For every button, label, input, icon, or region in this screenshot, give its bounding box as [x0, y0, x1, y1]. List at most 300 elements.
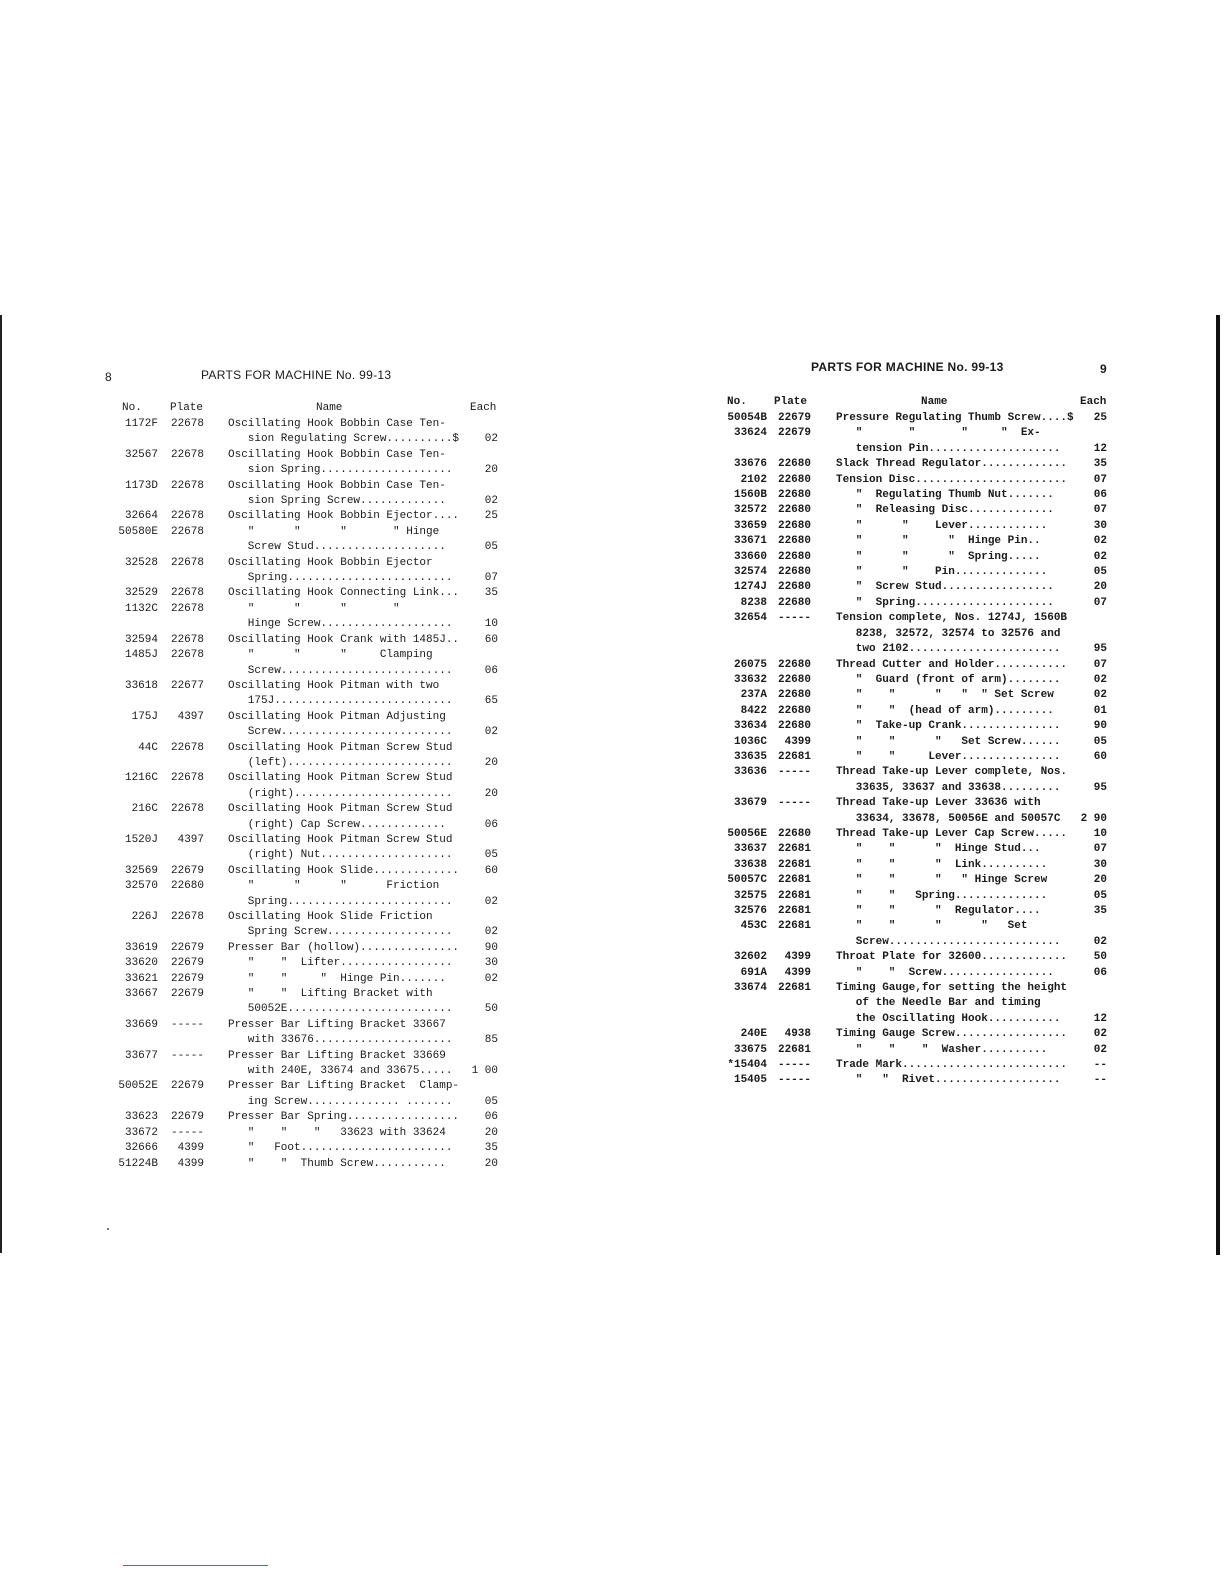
- price-each: 95: [1093, 781, 1107, 794]
- part-row: [100, 879, 510, 910]
- part-number: 33619: [124, 941, 158, 954]
- plate-number: 22678: [170, 741, 204, 754]
- plate-number: 22678: [170, 772, 204, 785]
- part-row: [100, 864, 510, 879]
- part-number: 33632: [733, 673, 767, 686]
- part-row: [100, 1018, 510, 1049]
- part-name: " " Lever...............: [836, 750, 1061, 763]
- part-row: [100, 987, 510, 1018]
- part-name: Trade Mark.........................: [836, 1059, 1068, 1072]
- part-row: [715, 426, 1115, 457]
- price-each: 07: [1093, 596, 1107, 609]
- price-each: 10: [1093, 827, 1107, 840]
- part-name: Oscillating Hook Bobbin Case Ten- sion Spring....................: [228, 448, 453, 477]
- part-number: 50057C: [727, 874, 767, 887]
- plate-number: 22678: [170, 479, 204, 492]
- price-each: 25: [1093, 412, 1107, 424]
- price-each: 85: [484, 1034, 498, 1047]
- right-page-number: 9: [1100, 362, 1107, 376]
- plate-number: 22680: [777, 473, 811, 486]
- part-number: 453C: [740, 920, 767, 933]
- plate-number: 22680: [777, 827, 811, 840]
- part-name: Oscillating Hook Bobbin Ejector Spring.........................: [228, 556, 453, 585]
- part-number: 226J: [131, 911, 158, 923]
- part-row: [100, 525, 510, 556]
- header-no: No.: [727, 396, 747, 408]
- part-number: 50052E: [118, 1080, 158, 1093]
- price-each: 05: [484, 1095, 498, 1108]
- part-row: [100, 1079, 510, 1110]
- part-row: [100, 972, 510, 987]
- part-row: [100, 1049, 510, 1080]
- part-name: " Spring.....................: [836, 596, 1054, 609]
- part-name: " " " " " Set Screw: [836, 689, 1054, 702]
- plate-number: -----: [777, 1074, 811, 1087]
- price-each: 50: [484, 1003, 498, 1016]
- plate-number: 22679: [777, 427, 811, 440]
- part-number: 216C: [131, 803, 158, 816]
- part-row: [100, 586, 510, 601]
- part-name: Presser Bar Lifting Bracket Clamp- ing Screw.............. .......: [228, 1080, 460, 1108]
- part-name: Oscillating Hook Pitman Adjusting Screw..........................: [228, 710, 453, 739]
- plate-number: 22681: [777, 905, 811, 917]
- part-row: [100, 710, 510, 741]
- price-each: 35: [484, 1142, 498, 1155]
- price-each: 06: [484, 664, 498, 677]
- part-number: 1036C: [733, 735, 767, 748]
- plate-number: 22678: [170, 602, 204, 615]
- plate-number: 22680: [777, 535, 811, 548]
- scan-edge-right: [1216, 315, 1220, 1255]
- part-row: [100, 1157, 510, 1172]
- part-row: [715, 842, 1115, 857]
- price-each: 1 00: [471, 1065, 498, 1078]
- price-each: 02: [484, 972, 498, 985]
- plate-number: 22679: [170, 972, 204, 985]
- left-page-title: PARTS FOR MACHINE No. 99-13: [201, 368, 392, 382]
- part-number: 33674: [733, 982, 767, 995]
- price-each: 60: [1093, 750, 1107, 763]
- part-number: 33679: [733, 797, 767, 810]
- part-row: [100, 941, 510, 956]
- part-row: [100, 741, 510, 772]
- plate-number: 22678: [170, 525, 204, 538]
- part-name: " " Lifter.................: [228, 957, 453, 970]
- part-number: 32576: [733, 905, 767, 917]
- part-row: [715, 473, 1115, 488]
- part-number: 32594: [124, 633, 158, 646]
- part-row: [715, 519, 1115, 534]
- price-each: 30: [1093, 858, 1107, 871]
- part-name: Oscillating Hook Bobbin Ejector....: [228, 510, 460, 523]
- part-name: " " " Set Screw......: [836, 735, 1061, 748]
- price-each: 07: [1093, 473, 1107, 486]
- price-each: 02: [1093, 1028, 1107, 1041]
- plate-number: 4397: [177, 710, 204, 723]
- plate-number: 4938: [784, 1028, 811, 1041]
- header-plate: Plate: [774, 396, 808, 408]
- plate-number: 4399: [784, 735, 811, 748]
- plate-number: 22681: [777, 982, 811, 995]
- part-row: [715, 735, 1115, 750]
- part-row: [715, 411, 1115, 426]
- left-page: [100, 368, 510, 1172]
- part-name: " " Screw.................: [836, 966, 1054, 979]
- part-row: [100, 602, 510, 633]
- part-name: Oscillating Hook Pitman Screw Stud (right) Cap Screw.............: [228, 803, 453, 831]
- part-number: 8422: [740, 704, 767, 717]
- part-name: " Regulating Thumb Nut.......: [836, 489, 1054, 502]
- part-number: 33667: [124, 988, 158, 1001]
- price-each: 65: [484, 695, 498, 708]
- part-row: [100, 910, 510, 941]
- price-each: 25: [484, 510, 498, 523]
- part-number: 1132C: [124, 602, 158, 615]
- part-number: 32666: [124, 1142, 158, 1155]
- part-name: Throat Plate for 32600.............: [836, 951, 1068, 964]
- price-each: 02: [1093, 689, 1107, 702]
- price-each: 20: [1093, 874, 1107, 887]
- part-row: [715, 919, 1115, 950]
- part-name: Presser Bar Lifting Bracket 33669 with 240E, 33674 and 33675.....: [228, 1049, 453, 1078]
- plate-number: 22678: [170, 649, 204, 662]
- part-row: [100, 556, 510, 587]
- price-each: 06: [484, 1111, 498, 1124]
- part-row: [715, 873, 1115, 888]
- part-number: 691A: [740, 966, 767, 979]
- part-number: 33624: [733, 427, 767, 440]
- price-each: --: [1093, 1059, 1107, 1072]
- plate-number: 22680: [777, 658, 811, 671]
- price-each: 35: [484, 587, 498, 600]
- left-page-header: [100, 368, 510, 390]
- part-row: [100, 956, 510, 971]
- plate-number: 22680: [777, 489, 811, 502]
- part-number: 26075: [733, 658, 767, 671]
- price-each: 05: [1093, 889, 1107, 902]
- plate-number: 22681: [777, 843, 811, 856]
- part-row: [715, 658, 1115, 673]
- part-row: [100, 648, 510, 679]
- left-page-number: 8: [105, 370, 112, 384]
- part-name: Thread Take-up Lever complete, Nos. 33635, 33637 and 33638.........: [836, 766, 1068, 794]
- header-no: No.: [122, 402, 142, 414]
- part-name: Oscillating Hook Bobbin Case Ten- sion Regulating Screw..........$: [228, 418, 460, 446]
- part-row: [715, 580, 1115, 595]
- part-name: Oscillating Hook Bobbin Case Ten- sion Spring Screw.............: [228, 479, 446, 508]
- part-number: 33676: [733, 458, 767, 471]
- part-name: Timing Gauge Screw.................: [836, 1028, 1068, 1041]
- part-row: [715, 858, 1115, 873]
- plate-number: 22678: [170, 448, 204, 461]
- plate-number: 22678: [170, 803, 204, 816]
- part-row: [715, 719, 1115, 734]
- price-each: 20: [484, 1126, 498, 1139]
- part-number: 32575: [733, 889, 767, 902]
- plate-number: 4399: [784, 951, 811, 964]
- price-each: 35: [1093, 458, 1107, 471]
- part-number: 33636: [733, 766, 767, 779]
- plate-number: 22679: [170, 941, 204, 954]
- part-row: [715, 889, 1115, 904]
- plate-number: 22680: [777, 566, 811, 579]
- part-name: " " " Friction Spring.........................: [247, 880, 453, 908]
- plate-number: 22678: [170, 911, 204, 923]
- part-number: 33637: [733, 843, 767, 856]
- price-each: 90: [1093, 720, 1107, 733]
- price-each: 10: [484, 618, 498, 631]
- part-number: 33671: [733, 535, 767, 548]
- plate-number: 4399: [784, 966, 811, 979]
- plate-number: 22680: [777, 704, 811, 717]
- plate-number: 22680: [777, 720, 811, 733]
- part-name: Oscillating Hook Slide Friction Spring Screw...................: [228, 911, 453, 939]
- plate-number: 22678: [170, 418, 204, 430]
- part-name: Presser Bar (hollow)...............: [228, 941, 460, 954]
- part-name: Oscillating Hook Slide.............: [228, 864, 460, 877]
- plate-number: 22680: [777, 689, 811, 702]
- price-each: 05: [484, 541, 498, 554]
- price-each: 60: [484, 633, 498, 646]
- part-row: [715, 750, 1115, 765]
- price-each: 07: [1093, 504, 1107, 517]
- part-number: 33669: [124, 1018, 158, 1031]
- part-number: 32602: [733, 951, 767, 964]
- price-each: 12: [1093, 1012, 1107, 1025]
- plate-number: 22681: [777, 920, 811, 933]
- part-name: " " (head of arm).........: [836, 704, 1054, 717]
- part-number: 32664: [124, 510, 158, 523]
- part-name: " Take-up Crank...............: [836, 720, 1061, 733]
- part-row: [100, 479, 510, 510]
- part-number: 33618: [124, 679, 158, 692]
- part-row: [100, 448, 510, 479]
- part-row: [715, 1027, 1115, 1042]
- part-row: [715, 1073, 1115, 1088]
- plate-number: 4399: [177, 1157, 204, 1170]
- part-number: 1172F: [124, 418, 158, 430]
- part-number: 32569: [124, 864, 158, 877]
- price-each: 01: [1093, 704, 1107, 717]
- part-name: Thread Cutter and Holder...........: [836, 658, 1068, 671]
- plate-number: 22681: [777, 889, 811, 902]
- plate-number: 22680: [777, 550, 811, 563]
- part-number: 33677: [124, 1049, 158, 1062]
- part-name: Timing Gauge,for setting the height of the Needle Bar and timing the Oscillating Hook...........: [836, 982, 1068, 1025]
- plate-number: 4399: [177, 1142, 204, 1155]
- part-number: 2102: [740, 473, 767, 486]
- price-each: 20: [484, 756, 498, 769]
- plate-number: 22680: [777, 581, 811, 594]
- price-each: 02: [1093, 1043, 1107, 1056]
- plate-number: 4397: [177, 833, 204, 846]
- part-name: Oscillating Hook Crank with 1485J..: [228, 633, 460, 646]
- price-each: 02: [484, 433, 498, 446]
- part-name: " Guard (front of arm)........: [836, 673, 1061, 686]
- part-number: 240E: [740, 1028, 767, 1041]
- part-row: [715, 565, 1115, 580]
- part-name: " " Rivet...................: [836, 1074, 1061, 1087]
- part-name: " " Lever............: [836, 519, 1048, 532]
- part-name: " " Lifting Bracket with 50052E.........................: [247, 988, 453, 1016]
- price-each: 12: [1093, 442, 1107, 455]
- price-each: 35: [1093, 905, 1107, 917]
- part-name: " " " Link..........: [836, 858, 1048, 871]
- part-row: [100, 633, 510, 648]
- price-each: 02: [1093, 550, 1107, 563]
- part-row: [715, 796, 1115, 827]
- part-row: [715, 1058, 1115, 1073]
- part-number: 32574: [733, 566, 767, 579]
- price-each: 06: [484, 818, 498, 831]
- part-number: 33621: [124, 972, 158, 985]
- part-number: 1274J: [733, 581, 767, 594]
- plate-number: -----: [170, 1049, 204, 1062]
- part-number: 1560B: [733, 489, 767, 502]
- part-name: Presser Bar Lifting Bracket 33667 with 33676.....................: [228, 1018, 453, 1047]
- part-row: [715, 534, 1115, 549]
- part-name: " " " " Hinge Screw....................: [247, 602, 453, 631]
- part-row: [100, 679, 510, 710]
- part-number: 50580E: [118, 525, 158, 538]
- part-number: 1173D: [124, 479, 158, 492]
- part-name: Oscillating Hook Pitman Screw Stud (right) Nut....................: [228, 833, 453, 862]
- part-row: [100, 1110, 510, 1125]
- plate-number: -----: [777, 612, 811, 625]
- part-name: Oscillating Hook Pitman with two 175J...........................: [228, 679, 453, 708]
- part-row: [100, 509, 510, 524]
- header-each: Each: [1080, 396, 1107, 408]
- right-page-header: [715, 360, 1115, 382]
- part-number: 50056E: [727, 827, 767, 840]
- plate-number: 22681: [777, 1043, 811, 1056]
- part-row: [715, 611, 1115, 657]
- part-number: 32654: [733, 612, 767, 625]
- part-name: Thread Take-up Lever 33636 with 33634, 33678, 50056E and 50057C: [836, 797, 1061, 825]
- part-name: Oscillating Hook Connecting Link...: [228, 587, 460, 600]
- price-each: 30: [1093, 519, 1107, 532]
- header-plate: Plate: [170, 402, 204, 414]
- plate-number: 22680: [777, 596, 811, 609]
- part-name: Oscillating Hook Pitman Screw Stud (left).........................: [228, 741, 453, 769]
- price-each: 20: [1093, 581, 1107, 594]
- part-number: 1216C: [124, 772, 158, 785]
- part-row: [715, 457, 1115, 472]
- part-name: Slack Thread Regulator.............: [836, 458, 1068, 471]
- part-number: 51224B: [118, 1157, 158, 1170]
- price-each: 06: [1093, 966, 1107, 979]
- part-number: 32567: [124, 448, 158, 461]
- part-name: Thread Take-up Lever Cap Screw.....: [836, 827, 1068, 840]
- part-name: " " " Hinge Stud...: [836, 843, 1041, 856]
- part-row: [715, 704, 1115, 719]
- part-number: 32528: [124, 556, 158, 569]
- plate-number: 22681: [777, 874, 811, 887]
- part-name: " " Thumb Screw...........: [228, 1157, 446, 1170]
- part-row: [100, 771, 510, 802]
- price-each: 02: [1093, 673, 1107, 686]
- part-name: " Screw Stud.................: [836, 581, 1054, 594]
- price-each: 30: [484, 957, 498, 970]
- part-name: " " " Spring.....: [836, 550, 1041, 563]
- part-number: 50054B: [727, 412, 767, 424]
- part-row: [715, 981, 1115, 1027]
- price-each: 05: [484, 849, 498, 862]
- part-row: [715, 904, 1115, 919]
- part-name: " " Spring..............: [836, 889, 1048, 902]
- plate-number: 22681: [777, 750, 811, 763]
- plate-number: 22679: [170, 957, 204, 970]
- part-name: Pressure Regulating Thumb Screw....$: [836, 412, 1074, 424]
- right-page-title: PARTS FOR MACHINE No. 99-13: [811, 360, 1004, 374]
- plate-number: 22679: [170, 1080, 204, 1093]
- left-parts-list: [100, 417, 510, 1172]
- plate-number: 22680: [777, 504, 811, 517]
- price-each: 20: [484, 1157, 498, 1170]
- part-number: *15404: [727, 1059, 767, 1072]
- price-each: 95: [1093, 643, 1107, 656]
- header-each: Each: [470, 402, 497, 414]
- part-number: 175J: [131, 710, 158, 723]
- part-name: " " " " Ex- tension Pin....................: [855, 427, 1061, 455]
- part-number: 1485J: [124, 649, 158, 662]
- price-each: 02: [484, 726, 498, 739]
- price-each: --: [1093, 1074, 1107, 1087]
- part-name: " " " Clamping Screw..........................: [247, 649, 453, 677]
- part-name: " " " 33623 with 33624: [228, 1126, 446, 1139]
- price-each: 07: [484, 572, 498, 585]
- part-name: Tension complete, Nos. 1274J, 1560B 8238, 32572, 32574 to 32576 and two 2102.......................: [836, 612, 1068, 656]
- part-name: Oscillating Hook Pitman Screw Stud (right)........................: [228, 772, 453, 800]
- plate-number: 22679: [170, 988, 204, 1001]
- part-row: [715, 688, 1115, 703]
- part-number: 32572: [733, 504, 767, 517]
- part-number: 33675: [733, 1043, 767, 1056]
- plate-number: -----: [170, 1018, 204, 1031]
- blue-underline-mark: [123, 1565, 268, 1566]
- plate-number: 22680: [170, 880, 204, 893]
- price-each: 02: [484, 895, 498, 908]
- part-number: 32570: [124, 880, 158, 893]
- price-each: 20: [484, 464, 498, 477]
- part-number: 33635: [733, 750, 767, 763]
- price-each: 50: [1093, 951, 1107, 964]
- part-number: 33620: [124, 957, 158, 970]
- part-row: [715, 488, 1115, 503]
- plate-number: 22678: [170, 587, 204, 600]
- part-row: [100, 1141, 510, 1156]
- price-each: 06: [1093, 489, 1107, 502]
- plate-number: -----: [777, 797, 811, 810]
- price-each: 07: [1093, 843, 1107, 856]
- part-row: [100, 1126, 510, 1141]
- part-name: " Foot.......................: [228, 1142, 453, 1155]
- part-name: " " " Washer..........: [836, 1043, 1048, 1056]
- plate-number: -----: [170, 1126, 204, 1139]
- part-row: [100, 833, 510, 864]
- price-each: 02: [1093, 535, 1107, 548]
- part-row: [715, 966, 1115, 981]
- left-column-headers: [100, 402, 510, 417]
- part-number: 33672: [124, 1126, 158, 1139]
- part-number: 8238: [740, 596, 767, 609]
- part-name: " " " Hinge Pin..: [836, 535, 1041, 548]
- header-name: Name: [316, 402, 343, 414]
- part-name: " " " " Set Screw..........................: [855, 920, 1061, 948]
- part-row: [715, 827, 1115, 842]
- part-row: [715, 596, 1115, 611]
- plate-number: 22679: [777, 412, 811, 424]
